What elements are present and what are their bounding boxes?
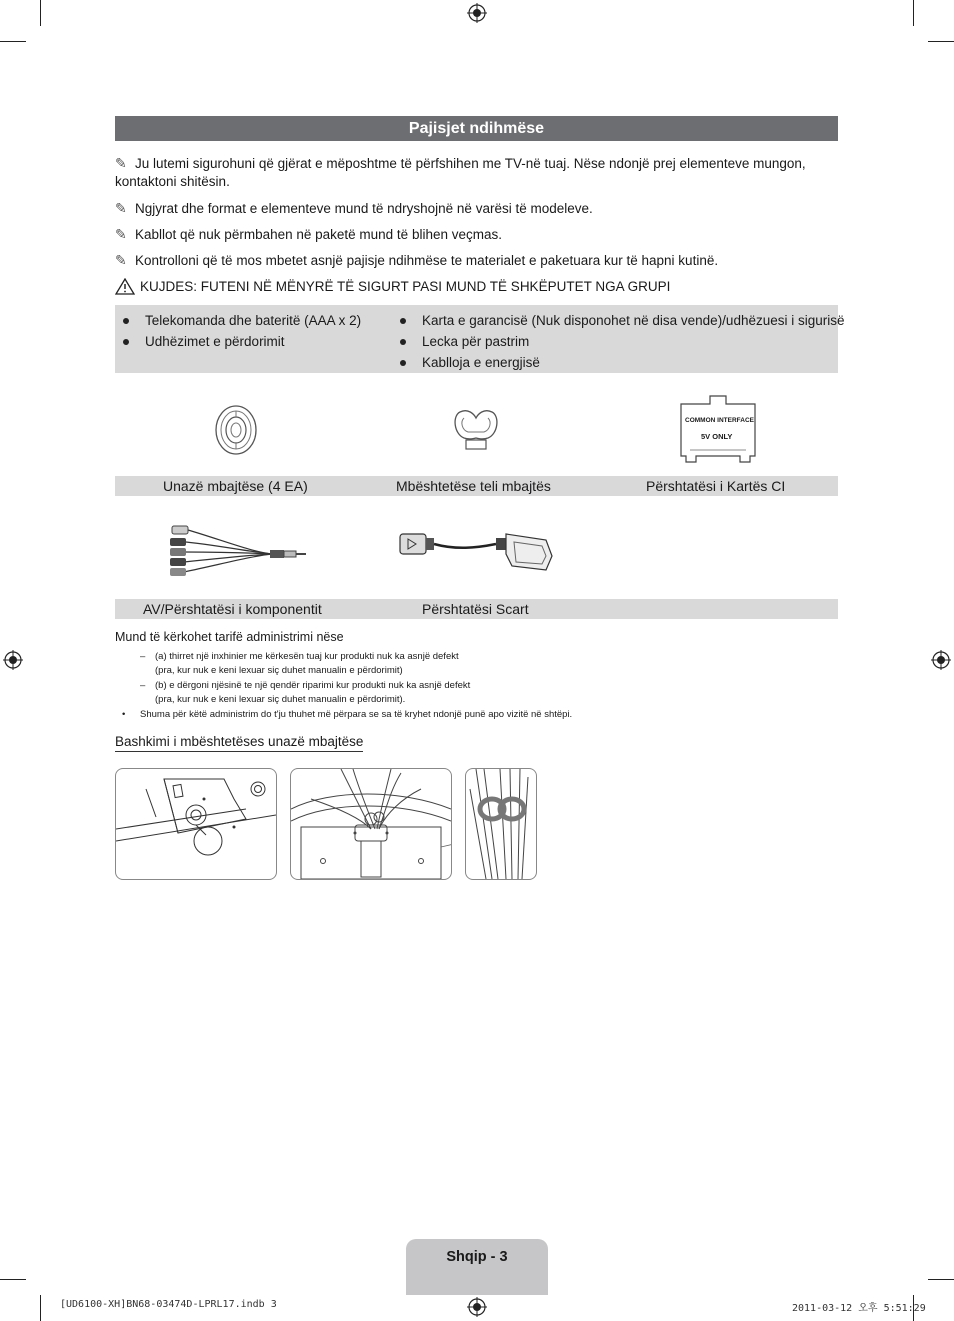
accessories-left bbox=[115, 310, 361, 352]
item-label: Përshtatësi i Kartës CI bbox=[646, 478, 786, 494]
crop-mark bbox=[928, 1279, 954, 1280]
av-component-adapter-icon bbox=[162, 522, 308, 588]
list-item: Karta e garancisë (Nuk disponohet në disa vende)/udhëzuesi i sigurisë bbox=[392, 310, 845, 331]
registration-mark-icon bbox=[467, 1297, 487, 1317]
caution-line bbox=[115, 278, 670, 295]
item-label: AV/Përshtatësi i komponentit bbox=[143, 601, 322, 617]
item-label: Përshtatësi Scart bbox=[422, 601, 529, 617]
list-item: Lecka për pastrim bbox=[392, 331, 845, 352]
crop-mark bbox=[40, 1295, 41, 1321]
crop-mark bbox=[913, 0, 914, 26]
print-slug-left: [UD6100-XH]BN68-03474D-LPRL17.indb 3 bbox=[60, 1299, 277, 1310]
crop-mark bbox=[928, 41, 954, 42]
assembly-step-3 bbox=[465, 768, 537, 880]
items-row-1-labels bbox=[115, 476, 838, 496]
registration-mark-icon bbox=[467, 3, 487, 23]
fee-a-line-2: (pra, kur nuk e keni lexuar siç duhet manualin e përdorimit) bbox=[155, 665, 403, 676]
fee-b-line-2: (pra, kur nuk e keni lexuar siç duhet manualin e përdorimit). bbox=[155, 694, 406, 705]
assembly-step-2 bbox=[290, 768, 452, 880]
caution-text: KUJDES: FUTENI NË MËNYRË TË SIGURT PASI MUND TË SHKËPUTET NGA GRUPI bbox=[140, 279, 671, 294]
tv-back-ring-icon bbox=[116, 769, 276, 879]
crop-mark bbox=[40, 0, 41, 26]
accessories-list bbox=[115, 305, 845, 373]
scart-adapter-icon bbox=[396, 526, 556, 574]
ci-card-label-2: 5V ONLY bbox=[701, 432, 733, 441]
note-3: ✎ Kabllot që nuk përmbahen në paketë mund të blihen veçmas. bbox=[115, 226, 502, 242]
items-row-2-labels bbox=[115, 599, 838, 619]
pencil-note-icon: ✎ bbox=[115, 155, 127, 171]
crop-mark bbox=[0, 1279, 26, 1280]
fee-b-line-1: (b) e dërgoni njësinë te një qendër riparimi kur produkti nuk ka asnjë defekt bbox=[155, 680, 471, 691]
fee-a-line-1: (a) thirret një inxhinier me kërkesën tuaj kur produkti nuk ka asnjë defekt bbox=[155, 651, 459, 662]
item-label: Mbështetëse teli mbajtës bbox=[396, 478, 551, 494]
crop-mark bbox=[0, 41, 26, 42]
item-label: Unazë mbajtëse (4 EA) bbox=[163, 478, 308, 494]
print-slug-right: 2011-03-12 오후 5:51:29 bbox=[792, 1303, 926, 1314]
registration-mark-icon bbox=[931, 650, 951, 670]
assembly-title: Bashkimi i mbështetëses unazë mbajtëse bbox=[115, 734, 363, 752]
warning-triangle-icon bbox=[115, 278, 135, 295]
note-2: ✎ Ngjyrat dhe format e elementeve mund të ndryshojnë në varësi të modeleve. bbox=[115, 200, 593, 216]
pencil-note-icon: ✎ bbox=[115, 226, 127, 242]
dash-bullet: – bbox=[140, 651, 146, 662]
wire-holder-icon bbox=[452, 406, 500, 452]
accessories-right bbox=[392, 310, 845, 373]
fee-bullet-text: Shuma për këtë administrim do t'ju thuhet më përpara se sa të kryhet ndonjë punë apo vizitë në shtëpi. bbox=[140, 709, 573, 720]
pencil-note-icon: ✎ bbox=[115, 200, 127, 216]
ring-wrap-detail-icon bbox=[466, 769, 536, 879]
note-4: ✎ Kontrolloni që të mos mbetet asnjë pajisje ndihmëse te materialet e paketuara kur të hapni kutinë. bbox=[115, 252, 719, 268]
list-item: Telekomanda dhe bateritë (AAA x 2) bbox=[115, 310, 361, 331]
ci-card-adapter bbox=[680, 394, 756, 466]
list-item: Udhëzimet e përdorimit bbox=[115, 331, 361, 352]
dash-bullet: – bbox=[140, 680, 146, 691]
ci-card-icon bbox=[680, 394, 756, 466]
note-1: ✎ Ju lutemi sigurohuni që gjërat e mëposhtme të përfshihen me TV-në tuaj. Nëse ndonjë prej elementeve mungon, kontaktoni shitësin. bbox=[115, 155, 806, 189]
ci-card-label-1: COMMON INTERFACE bbox=[685, 417, 754, 424]
registration-mark-icon bbox=[3, 650, 23, 670]
dot-bullet: • bbox=[122, 709, 126, 720]
cable-bundle-icon bbox=[291, 769, 451, 879]
pencil-note-icon: ✎ bbox=[115, 252, 127, 268]
fee-intro: Mund të kërkohet tarifë administrimi nëse bbox=[115, 630, 344, 644]
holder-ring-icon bbox=[214, 404, 258, 456]
assembly-step-1 bbox=[115, 768, 277, 880]
section-title: Pajisjet ndihmëse bbox=[115, 116, 838, 141]
list-item: Kablloja e energjisë bbox=[392, 352, 845, 373]
page-number-tab: Shqip - 3 bbox=[406, 1239, 548, 1295]
